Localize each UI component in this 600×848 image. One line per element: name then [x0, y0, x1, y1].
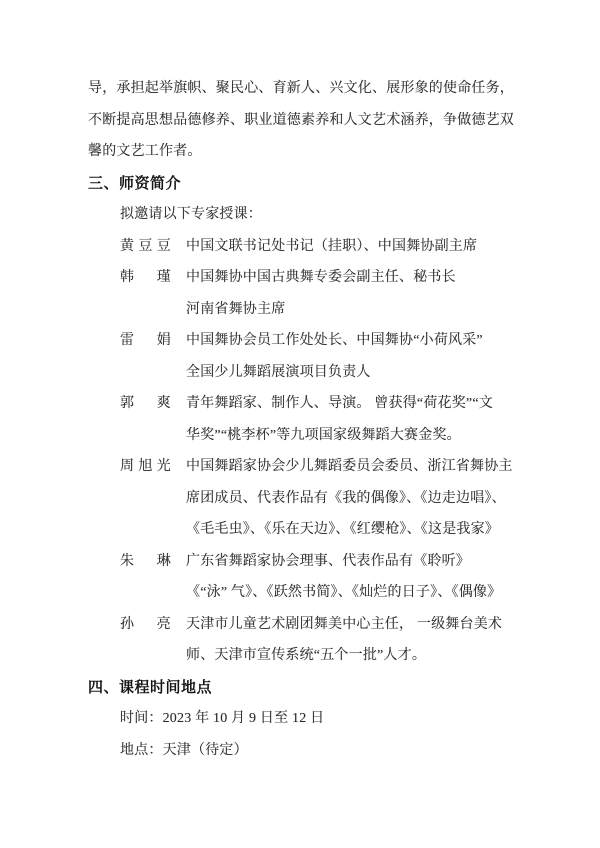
- expert-name: 雷 娟: [120, 333, 171, 348]
- expert-desc-line: 华奖”“桃李杯”等九项国家级舞蹈大赛金奖。: [186, 427, 461, 443]
- expert-desc-line: 天津市儿童艺术剧团舞美中心主任， 一级舞台美术: [186, 616, 503, 632]
- intro-paragraph-line-3: 馨的文艺工作者。: [88, 144, 202, 159]
- expert-desc-line: 青年舞蹈家、制作人、导演。 曾获得“荷花奖”“文: [186, 396, 493, 411]
- expert-description: [186, 325, 518, 388]
- expert-desc-line: 《毛毛虫》、《乐在天边》、《红缨枪》、《这是我家》: [186, 522, 499, 537]
- expert-name: 朱 琳: [120, 553, 171, 569]
- expert-row-leijuan: [88, 325, 518, 388]
- schedule-time-line: 时间：2023 年 10 月 9 日至 12 日: [120, 711, 325, 726]
- expert-name: 周旭光: [120, 459, 171, 474]
- expert-desc-line: 全国少儿舞蹈展演项目负责人: [186, 364, 371, 380]
- expert-description: [186, 231, 518, 263]
- faculty-intro-line: 拟邀请以下专家授课：: [120, 207, 262, 222]
- expert-name: 黄豆豆: [120, 238, 171, 254]
- document-content: [88, 73, 518, 766]
- expert-row-sunliang: [88, 609, 518, 672]
- expert-row-zhulin: [88, 546, 518, 609]
- section-heading-faculty: 三、师资简介: [88, 174, 182, 192]
- expert-desc-line: 中国舞协会员工作处处长、中国舞协“小荷风采”: [186, 333, 483, 348]
- expert-name: 孙 亮: [120, 616, 171, 632]
- expert-description: [186, 451, 518, 546]
- expert-row-guoshuang: [88, 388, 518, 451]
- expert-desc-line: 中国舞协中国古典舞专委会副主任、秘书长: [186, 270, 456, 285]
- section-heading-schedule: 四、课程时间地点: [88, 678, 213, 696]
- schedule-location-line: 地点：天津（待定）: [120, 742, 248, 758]
- intro-paragraph-line-2: 不断提高思想品德修养、职业道德素养和人文艺术涵养，争做德艺双: [88, 112, 514, 128]
- expert-description: [186, 609, 518, 672]
- expert-name: 郭 爽: [120, 396, 171, 411]
- intro-paragraph-line-1: 导，承担起举旗帜、聚民心、育新人、兴文化、展形象的使命任务，: [88, 81, 514, 96]
- expert-description: [186, 262, 518, 325]
- expert-desc-line: 河南省舞协主席: [186, 301, 286, 317]
- expert-desc-line: 中国舞蹈家协会少儿舞蹈委员会委员、浙江省舞协主: [186, 459, 513, 474]
- expert-description: [186, 546, 518, 609]
- expert-row-huangdoudou: [88, 231, 518, 263]
- expert-desc-line: 广东省舞蹈家协会理事、代表作品有《聆听》: [186, 553, 470, 569]
- expert-desc-line: 《“泳” 气》、《跃然书简》、《灿烂的日子》、《偶像》: [186, 585, 502, 600]
- expert-row-zhouxuguang: [88, 451, 518, 546]
- expert-desc-line: 中国文联书记处书记（挂职）、中国舞协副主席: [186, 238, 478, 254]
- expert-desc-line: 席团成员、代表作品有《我的偶像》、《边走边唱》、: [186, 490, 506, 506]
- expert-description: [186, 388, 518, 451]
- expert-row-hanjin: [88, 262, 518, 325]
- expert-name: 韩 瑾: [120, 270, 171, 285]
- expert-desc-line: 师、天津市宣传系统“五个一批”人才。: [186, 648, 427, 663]
